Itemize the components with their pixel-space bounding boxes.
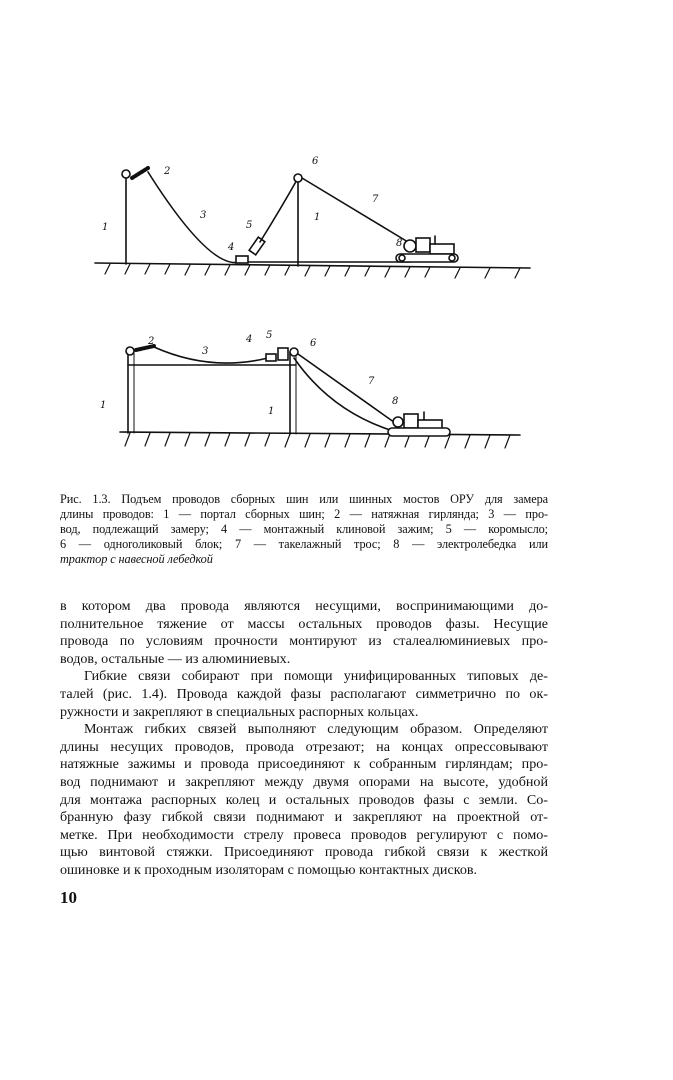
rope-to-pulley-top xyxy=(260,178,298,242)
text-line: для монтажа распорных колец и остальных проводов фазы с земли. Со- xyxy=(60,791,548,808)
label-5: 5 xyxy=(246,220,253,231)
label-3: 3 xyxy=(200,210,207,221)
label-2: 2 xyxy=(164,166,171,177)
text-line: длины несущих проводов, провода отрезают; на концах опрессовывают xyxy=(60,738,548,755)
yoke-5-bottom xyxy=(278,348,288,360)
wire-3-bottom xyxy=(154,347,268,363)
caption-line: вод, подлежащий замеру; 4 — монтажный клиновой зажим; 5 — коромысло; xyxy=(60,522,548,536)
text-line: вод поднимают и закрепляют между двумя опорами на высоте, удобной xyxy=(60,773,548,790)
label-3: 3 xyxy=(202,346,209,357)
text-line: в котором два провода являются несущими, воспринимающими до- xyxy=(60,598,548,614)
pulley-6-bottom xyxy=(290,348,298,356)
figure-drawing xyxy=(90,150,540,480)
clamp-4-bottom xyxy=(266,354,276,361)
text-line: бранную фазу гибкой связи поднимают и закрепляют на проектной от- xyxy=(60,809,548,826)
text-line: Гибкие связи собирают при помощи унифицированных типовых де- xyxy=(84,668,548,685)
label-1-left: 1 xyxy=(100,400,107,411)
label-4: 4 xyxy=(228,242,235,253)
yoke-5-top xyxy=(249,237,265,255)
pulley-6-top xyxy=(294,174,302,182)
figure-1-3 xyxy=(90,150,540,480)
label-1-right: 1 xyxy=(314,212,321,223)
label-8: 8 xyxy=(392,396,399,407)
caption-line: 6 — одноroликовый блок; 7 — такелажный трос; 8 — электролебедка или xyxy=(60,537,548,551)
label-4: 4 xyxy=(246,334,253,345)
label-2: 2 xyxy=(148,336,155,347)
text-line: провода по условиям прочности монтируют из сталеалюминиевых про- xyxy=(60,633,548,650)
text-line: ошиновке и к проходным изоляторам с помощью контактных дисков. xyxy=(60,861,478,878)
label-6: 6 xyxy=(310,338,317,349)
ground-line-top xyxy=(95,263,530,268)
wire-down-bottom xyxy=(294,358,390,430)
insulator-string-top xyxy=(132,168,148,178)
text-line: Монтаж гибких связей выполняют следующим образом. Определяют xyxy=(84,721,548,738)
text-line: полнительное тяжение от массы остальных проводов фазы. Несущие xyxy=(60,615,548,632)
pulley-left-top xyxy=(122,170,130,178)
ground-line-bottom xyxy=(120,432,520,435)
caption-line: Рис. 1.3. Подъем проводов сборных шин или шинных мостов ОРУ для замера xyxy=(60,492,548,506)
text-line: ружности и закрепляют в специальных распорных кольцах. xyxy=(60,703,419,720)
clamp-4-top xyxy=(236,256,248,263)
wire-3-top xyxy=(148,172,240,263)
label-5: 5 xyxy=(266,330,273,341)
label-1-left: 1 xyxy=(102,222,109,233)
page-number: 10 xyxy=(60,888,77,907)
label-8: 8 xyxy=(396,238,403,249)
rope-7-top xyxy=(302,178,408,242)
label-6: 6 xyxy=(312,156,319,167)
text-line: натяжные зажимы и провода присоединяют к собранным гирляндам; про- xyxy=(60,756,548,773)
text-line: щью винтовой стяжки. Присоединяют провода гибкой связи к жесткой xyxy=(60,844,548,861)
body-text xyxy=(60,598,548,880)
caption-line: трактор с навесной лебедкой xyxy=(60,552,213,566)
caption-line: длины проводов: 1 — портал сборных шин; 2 — натяжная гирлянда; 3 — про- xyxy=(60,507,548,521)
text-line: водов, остальные — из алюминиевых. xyxy=(60,650,291,667)
text-line: талей (рис. 1.4). Провода каждой фазы располагают симметрично по ок- xyxy=(60,685,548,702)
tractor-bottom xyxy=(388,412,450,436)
label-1-right: 1 xyxy=(268,406,275,417)
text-line: метке. При необходимости стрелу провеса проводов регулируют с помо- xyxy=(60,826,548,843)
label-7: 7 xyxy=(372,194,379,205)
figure-caption xyxy=(60,492,548,567)
label-7: 7 xyxy=(368,376,375,387)
rope-7-bottom xyxy=(298,354,398,425)
